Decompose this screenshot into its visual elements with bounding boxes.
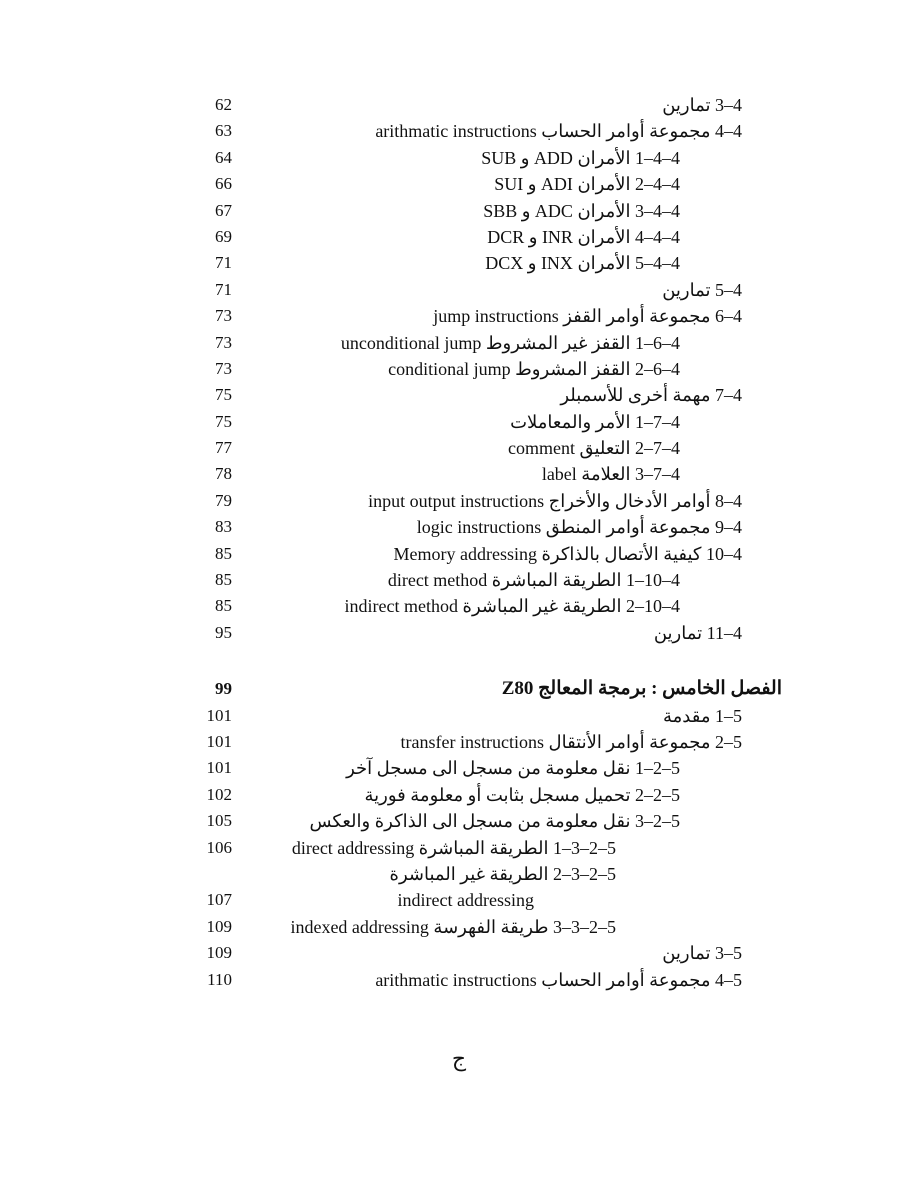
page-number: 75	[215, 385, 232, 405]
toc-entry: 4–10–1 الطريقة المباشرة direct method	[387, 570, 680, 591]
toc-entry: 4–10–2 الطريقة غير المباشرة indirect method	[344, 596, 680, 617]
page-number: 73	[215, 306, 232, 326]
toc-row	[0, 435, 918, 461]
page-number: 69	[215, 226, 232, 246]
toc-row	[0, 835, 918, 861]
toc-row	[0, 198, 918, 224]
toc-row	[0, 620, 918, 646]
toc-row	[0, 940, 918, 966]
toc-entry: 4–7–2 التعليق comment	[508, 438, 680, 459]
toc-row	[0, 224, 918, 250]
page-number: 71	[215, 253, 232, 273]
toc-row	[0, 729, 918, 755]
toc-entry: 5–2–3–3 طريقة الفهرسة indexed addressing	[290, 916, 616, 937]
toc-entry: 4–4–2 الأمران ADI و SUI	[494, 174, 680, 195]
toc-entry: 4–11 تمارين	[653, 622, 742, 643]
page-number: 107	[206, 890, 232, 910]
page-number: 64	[215, 147, 232, 167]
page-number: 85	[215, 596, 232, 616]
page-number: 77	[215, 438, 232, 458]
toc-row	[0, 277, 918, 303]
toc-row	[0, 356, 918, 382]
page-number: 109	[206, 943, 232, 963]
toc-row	[0, 514, 918, 540]
page-number: 109	[206, 916, 232, 936]
page-number: 85	[215, 543, 232, 563]
toc-entry: 5–1 مقدمة	[663, 705, 742, 726]
toc-row	[0, 541, 918, 567]
toc-row	[0, 861, 918, 887]
toc-row	[0, 303, 918, 329]
page-number: 101	[206, 758, 232, 778]
page-number: 75	[215, 411, 232, 431]
toc-row	[0, 488, 918, 514]
toc-row	[0, 914, 918, 940]
page-number: 67	[215, 200, 232, 220]
toc-entry: 5–2–3 نقل معلومة من مسجل الى الذاكرة والعكس	[309, 811, 680, 832]
toc-entry: 4–10 كيفية الأتصال بالذاكرة Memory addressing	[393, 543, 742, 564]
chapter-heading: الفصل الخامس : برمجة المعالج Z80	[501, 678, 782, 700]
toc-entry: 4–3 تمارين	[662, 95, 742, 115]
toc-row	[0, 382, 918, 408]
toc-entry: 5–2–2 تحميل مسجل بثابت أو معلومة فورية	[364, 784, 680, 805]
toc-entry: 4–6–1 القفز غير المشروط unconditional jump	[340, 332, 680, 353]
toc-row	[0, 703, 918, 729]
toc-row	[0, 118, 918, 144]
toc-entry: 4–7 مهمة أخرى للأسمبلر	[560, 385, 742, 406]
page-number: 110	[207, 969, 232, 989]
page-number: 101	[206, 731, 232, 751]
toc-entry: 4–4–5 الأمران INX و DCX	[485, 253, 680, 274]
page-number: 66	[215, 174, 232, 194]
toc-entry: 5–2–1 نقل معلومة من مسجل الى مسجل آخر	[346, 758, 680, 779]
page-number: 78	[215, 464, 232, 484]
page-number: 105	[206, 811, 232, 831]
toc-row	[0, 755, 918, 781]
toc-row	[0, 330, 918, 356]
toc-entry: 4–5 تمارين	[662, 279, 742, 300]
toc-row	[0, 409, 918, 435]
page-number: 79	[215, 490, 232, 510]
toc-entry: 5–4 مجموعة أوامر الحساب arithmatic instructions	[375, 969, 742, 990]
table-of-contents	[0, 92, 918, 993]
toc-entry: 5–2–3–1 الطريقة المباشرة direct addressing	[291, 837, 616, 858]
toc-entry: 4–4–3 الأمران ADC و SBB	[483, 200, 680, 221]
toc-entry: 4–7–3 العلامة label	[541, 464, 680, 485]
toc-row	[0, 967, 918, 993]
toc-entry: 4–9 مجموعة أوامر المنطق logic instructions	[416, 517, 742, 538]
toc-entry: 4–7–1 الأمر والمعاملات	[510, 411, 680, 432]
toc-entry: 4–4 مجموعة أوامر الحساب arithmatic instructions	[375, 121, 742, 142]
page-number: 102	[206, 784, 232, 804]
page-footer-letter: ج	[451, 1046, 467, 1071]
spacer	[0, 646, 918, 676]
page-number: 95	[215, 622, 232, 642]
toc-entry-continuation: indirect addressing	[397, 890, 534, 911]
page-number: 71	[215, 279, 232, 299]
page-number: 99	[215, 679, 232, 699]
page-number: 73	[215, 358, 232, 378]
page-number: 62	[215, 95, 232, 114]
toc-row	[0, 145, 918, 171]
toc-row	[0, 171, 918, 197]
toc-row	[0, 593, 918, 619]
toc-entry: 5–3 تمارين	[662, 943, 742, 964]
toc-row	[0, 567, 918, 593]
toc-row	[0, 782, 918, 808]
toc-entry: 4–6 مجموعة أوامر القفز jump instructions	[433, 306, 742, 327]
toc-entry: 4–8 أوامر الأدخال والأخراج input output instructions	[368, 490, 742, 511]
toc-entry: 4–4–4 الأمران INR و DCR	[487, 226, 680, 247]
toc-row	[0, 461, 918, 487]
toc-row	[0, 808, 918, 834]
toc-entry: 4–4–1 الأمران ADD و SUB	[481, 147, 680, 168]
toc-entry: 4–6–2 القفز المشروط conditional jump	[388, 358, 680, 379]
page-number: 85	[215, 570, 232, 590]
toc-entry: 5–2–3–2 الطريقة غير المباشرة	[389, 863, 616, 884]
page-number: 106	[206, 837, 232, 857]
page-number: 63	[215, 121, 232, 141]
page-number: 101	[206, 705, 232, 725]
chapter-heading-row	[0, 676, 918, 702]
page-number: 83	[215, 517, 232, 537]
toc-entry: 5–2 مجموعة أوامر الأنتقال transfer instructions	[400, 731, 742, 752]
page-number: 73	[215, 332, 232, 352]
toc-row	[0, 887, 918, 913]
toc-row	[0, 250, 918, 276]
toc-row	[0, 92, 918, 118]
